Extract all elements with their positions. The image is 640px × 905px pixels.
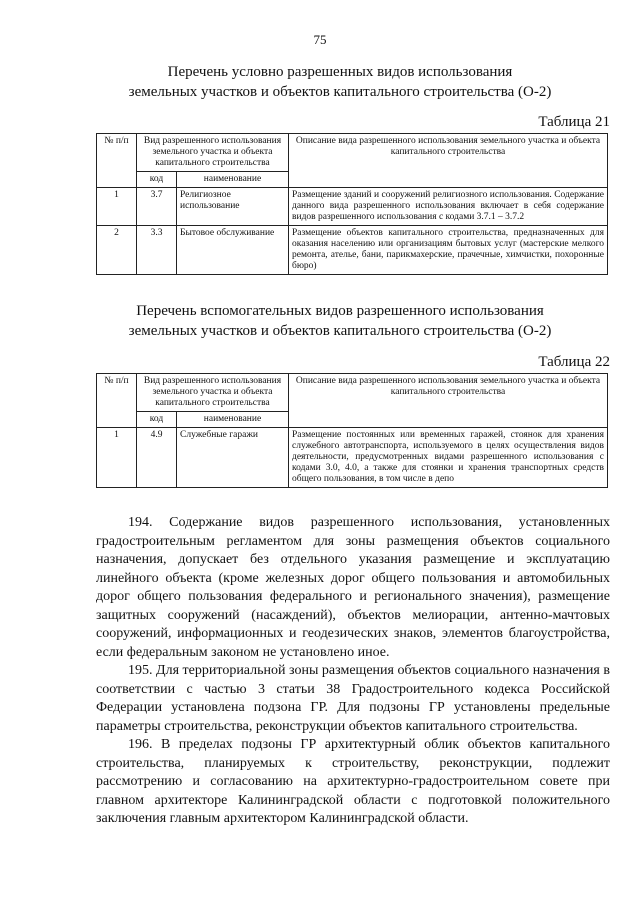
section2-heading-line1: Перечень вспомогательных видов разрешенного использования xyxy=(136,303,544,319)
table-row xyxy=(97,226,608,275)
cell-code: 4.9 xyxy=(137,428,177,488)
page-number: 75 xyxy=(313,32,327,47)
paragraph-196: 196. В пределах подзоны ГР архитектурный облик объектов капитального строительства, планируемых к строительству, реконструкции, подлежит рассмотрению и согласованию на архитектурно-градостроительном совете при главном архитекторе Калининградской области с подготовкой положительного заключения главным архитектором Калининградской области. xyxy=(96,737,610,826)
header-num: № п/п xyxy=(97,134,137,188)
cell-name: Религиозное использование xyxy=(177,188,289,226)
table21 xyxy=(96,133,608,275)
header-name: наименование xyxy=(177,412,289,428)
table-row xyxy=(97,428,608,488)
cell-desc: Размещение постоянных или временных гаражей, стоянок для хранения служебного автотранспорта, используемого в целях осуществления видов деятельности, предусмотренных видами разрешенного использования с кодами 3.0, 4.0, а также для стоянки и хранения транспортных средств общего пользования, в том числе в депо xyxy=(289,428,608,488)
cell-num: 1 xyxy=(97,428,137,488)
cell-name: Бытовое обслуживание xyxy=(177,226,289,275)
header-code: код xyxy=(137,412,177,428)
table22-caption: Таблица 22 xyxy=(538,354,610,370)
section2-heading-line2: земельных участков и объектов капитального строительства (О-2) xyxy=(128,323,552,339)
cell-code: 3.3 xyxy=(137,226,177,275)
cell-desc: Размещение объектов капитального строительства, предназначенных для оказания населению или организациям бытовых услуг (мастерские мелкого ремонта, ателье, бани, парикмахерские, прачечные, химчистки, похоронные бюро) xyxy=(289,226,608,275)
section1-heading-line2: земельных участков и объектов капитального строительства (О-2) xyxy=(128,84,552,100)
cell-name: Служебные гаражи xyxy=(177,428,289,488)
table-header-row xyxy=(97,134,608,172)
cell-num: 2 xyxy=(97,226,137,275)
table21-caption: Таблица 21 xyxy=(538,114,610,130)
header-name: наименование xyxy=(177,172,289,188)
cell-desc: Размещение зданий и сооружений религиозного использования. Содержание данного вида разрешенного использования включает в себя содержание видов разрешенного использования с кодами 3.7.1 – 3.7.2 xyxy=(289,188,608,226)
table22 xyxy=(96,373,608,488)
paragraph-194: 194. Содержание видов разрешенного использования, установленных градостроительным регламентом для зоны размещения объектов социального назначения, допускает без отдельного указания размещение и эксплуатацию линейного объекта (кроме железных дорог общего пользования и автомобильных дорог общего пользования федерального и регионального значения), размещение защитных сооружений (насаждений), объектов мелиорации, антенно-мачтовых сооружений, информационных и геодезических знаков, элементов благоустройства, если федеральным законом не установлено иное. xyxy=(96,515,610,660)
table-header-row xyxy=(97,374,608,412)
section2-heading xyxy=(60,301,620,341)
section1-heading-line1: Перечень условно разрешенных видов использования xyxy=(167,64,513,80)
header-num: № п/п xyxy=(97,374,137,428)
table-row xyxy=(97,188,608,226)
header-kind: Вид разрешенного использования земельного участка и объекта капитального строительства xyxy=(137,134,289,172)
header-desc: Описание вида разрешенного использования земельного участка и объекта капитального строительства xyxy=(289,134,608,188)
cell-num: 1 xyxy=(97,188,137,226)
header-code: код xyxy=(137,172,177,188)
body-text xyxy=(96,514,610,829)
paragraph-195: 195. Для территориальной зоны размещения объектов социального назначения в соответствии с частью 3 статьи 38 Градостроительного кодекса Российской Федерации установлена подзона ГР. Для подзоны ГР установлены предельные параметры строительства, реконструкции объектов капитального строительства. xyxy=(96,663,610,734)
section1-heading xyxy=(60,62,620,102)
cell-code: 3.7 xyxy=(137,188,177,226)
header-kind: Вид разрешенного использования земельного участка и объекта капитального строительства xyxy=(137,374,289,412)
header-desc: Описание вида разрешенного использования земельного участка и объекта капитального строительства xyxy=(289,374,608,428)
